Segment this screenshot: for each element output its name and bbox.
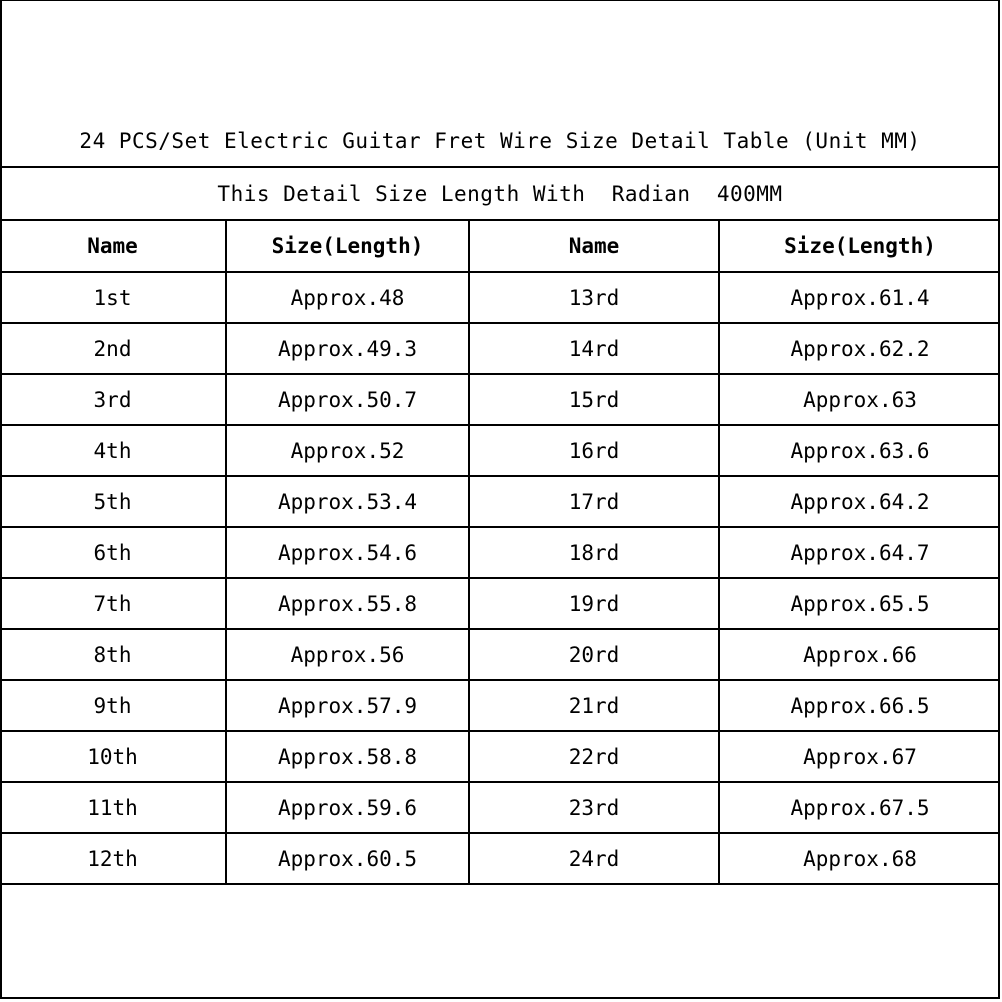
- fret-size-left-cell: Approx.60.5: [226, 833, 469, 884]
- fret-size-right-cell: Approx.67.5: [719, 782, 1000, 833]
- fret-size-left-cell: Approx.48: [226, 272, 469, 323]
- fret-name-right-cell: 19rd: [469, 578, 719, 629]
- table-row: [0, 629, 1000, 680]
- fret-name-left-cell: 11th: [0, 782, 226, 833]
- table-row: [0, 374, 1000, 425]
- fret-name-right-cell: 14rd: [469, 323, 719, 374]
- fret-size-left-cell: Approx.55.8: [226, 578, 469, 629]
- fret-name-left-cell: 7th: [0, 578, 226, 629]
- fret-size-left-cell: Approx.56: [226, 629, 469, 680]
- fret-size-right-cell: Approx.63.6: [719, 425, 1000, 476]
- fret-size-left-cell: Approx.57.9: [226, 680, 469, 731]
- fret-size-left-cell: Approx.52: [226, 425, 469, 476]
- fret-size-right-cell: Approx.66.5: [719, 680, 1000, 731]
- fret-size-left-cell: Approx.58.8: [226, 731, 469, 782]
- table-row: [0, 476, 1000, 527]
- fret-name-right-cell: 13rd: [469, 272, 719, 323]
- fret-size-left-cell: Approx.59.6: [226, 782, 469, 833]
- table-row: [0, 680, 1000, 731]
- header-row: [0, 221, 1000, 272]
- fret-name-left-cell: 12th: [0, 833, 226, 884]
- fret-size-right-cell: Approx.65.5: [719, 578, 1000, 629]
- fret-size-left-cell: Approx.50.7: [226, 374, 469, 425]
- fret-size-right-cell: Approx.66: [719, 629, 1000, 680]
- header-size-right: Size(Length): [719, 221, 1000, 272]
- fret-name-left-cell: 2nd: [0, 323, 226, 374]
- table-row: [0, 323, 1000, 374]
- fret-size-right-cell: Approx.67: [719, 731, 1000, 782]
- fret-size-right-cell: Approx.63: [719, 374, 1000, 425]
- fret-name-left-cell: 6th: [0, 527, 226, 578]
- fret-size-right-cell: Approx.68: [719, 833, 1000, 884]
- fret-name-right-cell: 15rd: [469, 374, 719, 425]
- fret-size-right-cell: Approx.64.2: [719, 476, 1000, 527]
- table-title: 24 PCS/Set Electric Guitar Fret Wire Size Detail Table (Unit MM): [0, 115, 1000, 168]
- table-row: [0, 578, 1000, 629]
- table-row: [0, 527, 1000, 578]
- fret-size-left-cell: Approx.54.6: [226, 527, 469, 578]
- fret-size-left-cell: Approx.49.3: [226, 323, 469, 374]
- fret-name-right-cell: 22rd: [469, 731, 719, 782]
- fret-size-table: [0, 221, 1000, 885]
- table-row: [0, 833, 1000, 884]
- fret-name-right-cell: 17rd: [469, 476, 719, 527]
- fret-name-right-cell: 18rd: [469, 527, 719, 578]
- fret-name-left-cell: 10th: [0, 731, 226, 782]
- fret-name-right-cell: 20rd: [469, 629, 719, 680]
- table-row: [0, 272, 1000, 323]
- fret-name-left-cell: 5th: [0, 476, 226, 527]
- header-name-right: Name: [469, 221, 719, 272]
- header-name-left: Name: [0, 221, 226, 272]
- table-row: [0, 731, 1000, 782]
- fret-name-right-cell: 24rd: [469, 833, 719, 884]
- fret-size-left-cell: Approx.53.4: [226, 476, 469, 527]
- fret-name-left-cell: 8th: [0, 629, 226, 680]
- fret-size-right-cell: Approx.62.2: [719, 323, 1000, 374]
- table-row: [0, 782, 1000, 833]
- header-size-left: Size(Length): [226, 221, 469, 272]
- fret-name-left-cell: 1st: [0, 272, 226, 323]
- fret-name-left-cell: 3rd: [0, 374, 226, 425]
- fret-name-right-cell: 16rd: [469, 425, 719, 476]
- table-subtitle: This Detail Size Length With Radian 400MM: [0, 168, 1000, 221]
- fret-name-left-cell: 4th: [0, 425, 226, 476]
- fret-size-right-cell: Approx.61.4: [719, 272, 1000, 323]
- table-row: [0, 425, 1000, 476]
- fret-size-right-cell: Approx.64.7: [719, 527, 1000, 578]
- fret-name-left-cell: 9th: [0, 680, 226, 731]
- fret-name-right-cell: 23rd: [469, 782, 719, 833]
- fret-name-right-cell: 21rd: [469, 680, 719, 731]
